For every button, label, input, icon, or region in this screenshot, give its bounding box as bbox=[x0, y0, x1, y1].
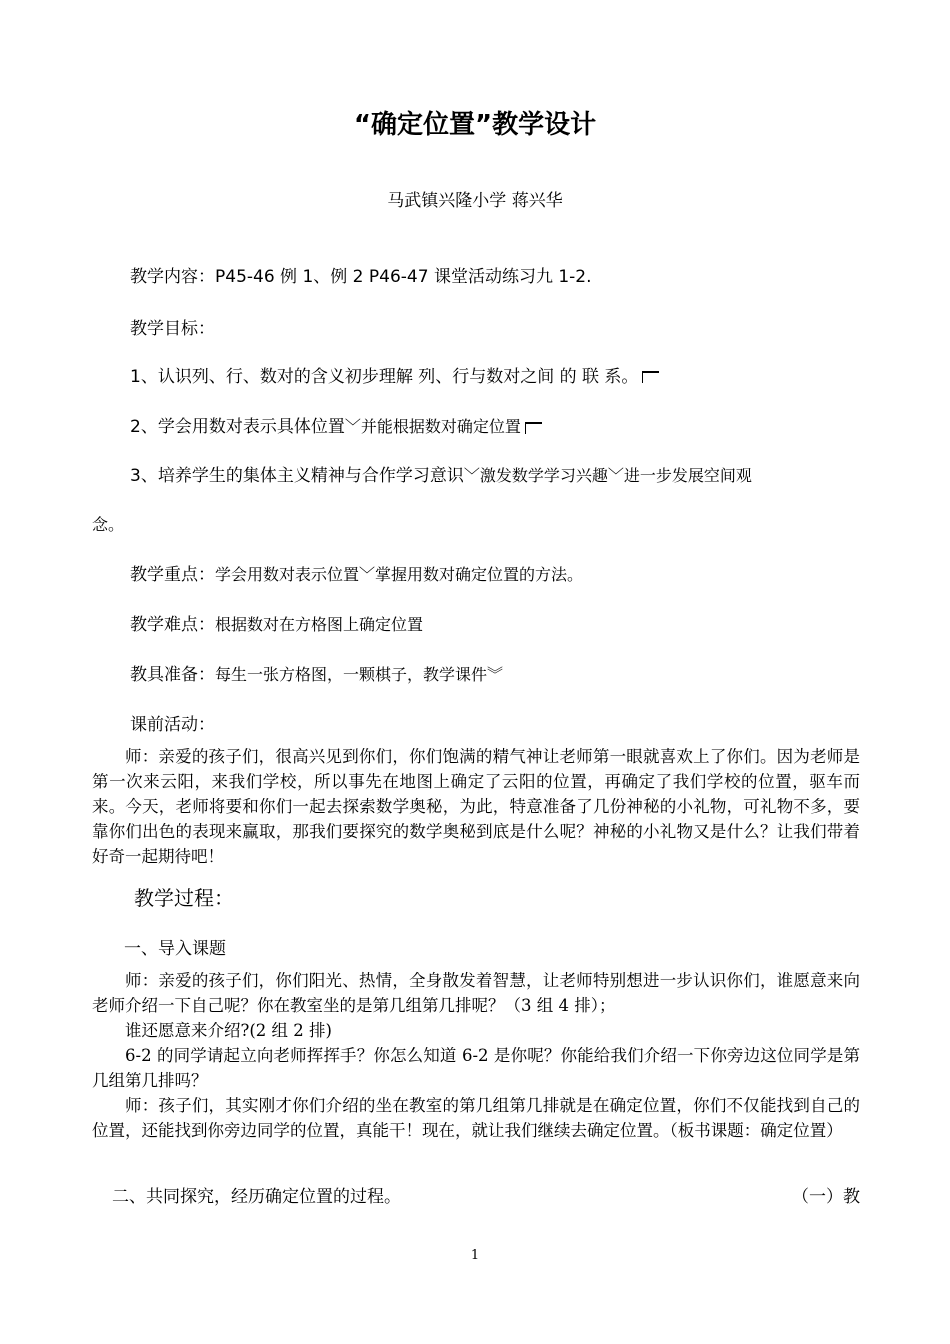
goal-3-continuation: 念。 bbox=[92, 515, 125, 534]
section-1-paragraph-4: 师：孩子们，其实刚才你们介绍的坐在教室的第几组第几排就是在确定位置，你们不仅能找到自己的位置，还能找到你旁边同学的位置，真能干！现在，就让我们继续去确定位置。（板书课题：确定位置） bbox=[92, 1096, 860, 1140]
page-number: 1 bbox=[470, 1248, 480, 1263]
goal-1-line bbox=[130, 362, 659, 387]
section-1-paragraph-1: 师：亲爱的孩子们，你们阳光、热情，全身散发着智慧，让老师特别想进一步认识你们，谁愿意来向老师介绍一下自己呢？你在教室坐的是第几组第几排呢？（3 组 4 排）； bbox=[92, 971, 860, 1015]
teaching-content-label: 教学内容： bbox=[130, 267, 215, 287]
goal-3-line bbox=[130, 461, 752, 486]
document-title: “确定位置”教学设计 bbox=[353, 110, 597, 140]
pre-activity-paragraph: 师：亲爱的孩子们，很高兴见到你们，你们饱满的精气神让老师第一眼就喜欢上了你们。因为老师是第一次来云阳，来我们学校，所以事先在地图上确定了云阳的位置，再确定了我们学校的位置，驱车而来。今天，老师将要和你们一起去探索数学奥秘，为此，特意准备了几份神秘的小礼物，可礼物不多，要靠你们出色的表现来赢取，那我们要探究的数学奥秘到底是什么呢？神秘的小礼物又是什么？让我们带着好奇一起期待吧！ bbox=[92, 747, 860, 866]
teaching-content-value: P45-46 例 1、例 2 P46-47 课堂活动练习九 1-2. bbox=[215, 267, 592, 287]
goal-2-part-a: 2、学会用数对表示具体位置 bbox=[130, 417, 345, 437]
tools-value: 每生一张方格图，一颗棋子，教学课件︾ bbox=[215, 665, 504, 684]
goal-2-part-b: ﹀并能根据数对确定位置 bbox=[344, 417, 521, 436]
document-author: 马武镇兴隆小学 蒋兴华 bbox=[387, 191, 563, 211]
revision-mark-icon bbox=[642, 371, 659, 383]
teaching-content-line bbox=[130, 262, 592, 287]
section-2-heading: 二、共同探究，经历确定位置的过程。 bbox=[112, 1187, 401, 1207]
goal-1: 1、认识列、行、数对的含义初步理解 列、行与数对之间 的 联 系。 bbox=[130, 367, 639, 387]
teaching-goals-label: 教学目标： bbox=[130, 319, 215, 339]
difficulty-label: 教学难点： bbox=[130, 615, 215, 635]
tools-label: 教具准备： bbox=[130, 665, 215, 685]
goal-2-line bbox=[130, 412, 542, 437]
key-point-value: 学会用数对表示位置﹀掌握用数对确定位置的方法。 bbox=[215, 565, 584, 584]
section-1-paragraph-3: 6-2 的同学请起立向老师挥挥手？你怎么知道 6-2 是你呢？你能给我们介绍一下你旁边这位同学是第几组第几排吗？ bbox=[92, 1046, 860, 1090]
key-point-label: 教学重点： bbox=[130, 565, 215, 585]
revision-mark-icon bbox=[525, 422, 542, 434]
pre-activity-label: 课前活动： bbox=[130, 715, 215, 735]
tools-line bbox=[130, 660, 503, 685]
process-heading: 教学过程： bbox=[134, 886, 234, 910]
difficulty-value: 根据数对在方格图上确定位置 bbox=[215, 615, 424, 634]
section-1-heading: 一、导入课题 bbox=[124, 939, 226, 959]
difficulty-line bbox=[130, 610, 423, 635]
section-1-paragraph-2: 谁还愿意来介绍?(2 组 2 排) bbox=[125, 1021, 332, 1040]
goal-3-part-a: 3、培养学生的集体主义精神与合作学习意识 bbox=[130, 466, 464, 486]
key-point-line bbox=[130, 560, 583, 585]
section-2-subheading-start: （一）教 bbox=[792, 1187, 860, 1207]
goal-3-part-b: ﹀激发数学学习兴趣﹀进一步发展空间观 bbox=[463, 466, 752, 485]
